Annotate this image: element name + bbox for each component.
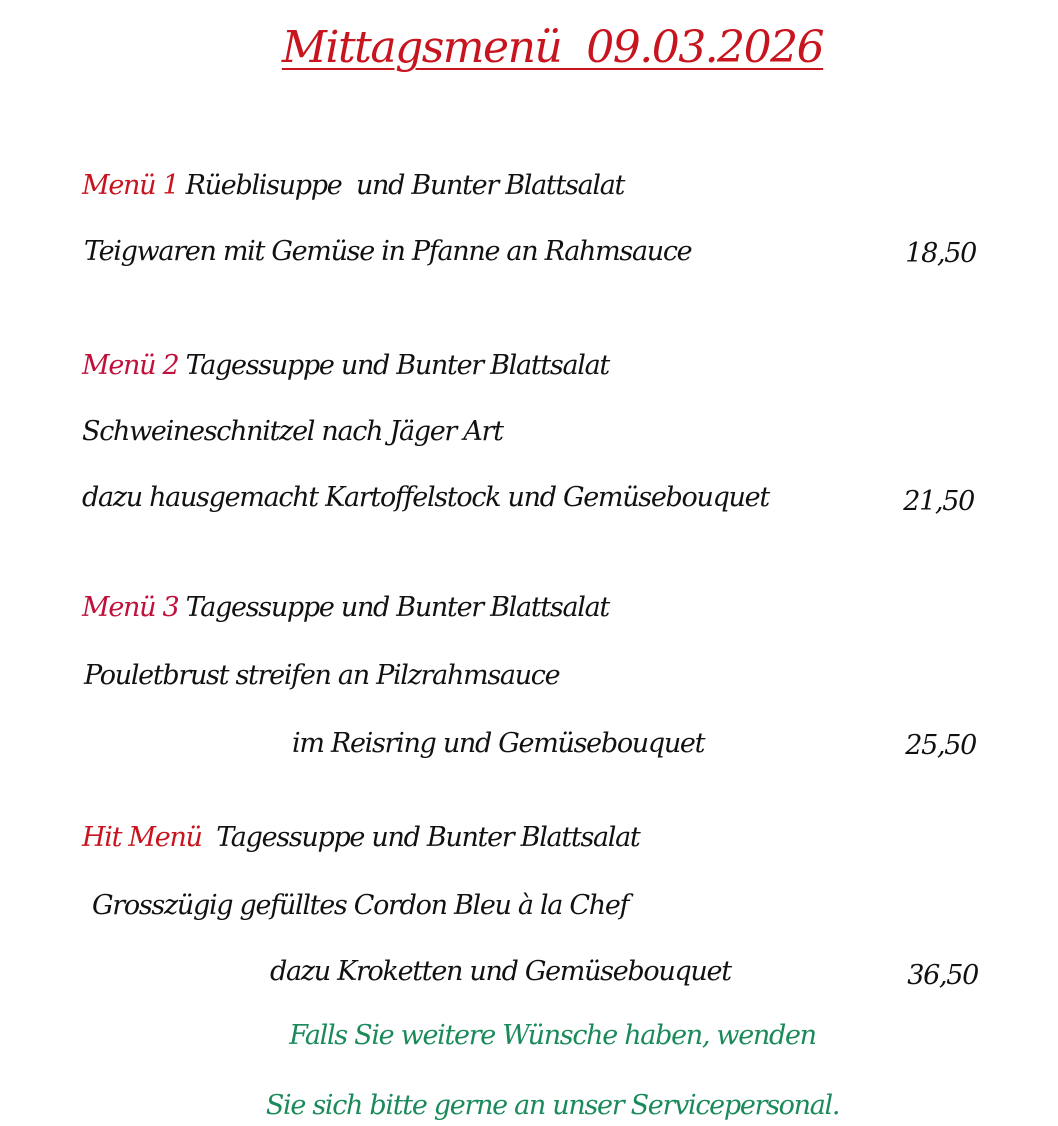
- menu-3-price: 25,50: [905, 730, 976, 761]
- hit-menu-side-dish: dazu Kroketten und Gemüsebouquet: [270, 956, 731, 987]
- menu-2-price: 21,50: [903, 486, 974, 517]
- hit-menu-label: Hit Menü: [82, 822, 202, 853]
- menu-1-starter: Rüeblisuppe und Bunter Blattsalat: [178, 170, 625, 201]
- menu-1-label: Menü 1: [82, 170, 179, 201]
- menu-1-main-dish: Teigwaren mit Gemüse in Pfanne an Rahmsauce: [84, 236, 692, 267]
- menu-1-header: [82, 172, 624, 199]
- menu-2-label: Menü 2: [82, 350, 179, 381]
- hit-menu-main-dish: Grosszügig gefülltes Cordon Bleu à la Chef: [92, 890, 629, 921]
- menu-3-label: Menü 3: [82, 592, 179, 623]
- menu-1-price: 18,50: [905, 238, 976, 269]
- menu-2-side-dish: dazu hausgemacht Kartoffelstock und Gemüsebouquet: [82, 482, 769, 513]
- footer-note-line-2: Sie sich bitte gerne an unser Servicepersonal.: [265, 1090, 840, 1121]
- menu-2-starter: Tagessuppe und Bunter Blattsalat: [178, 350, 609, 381]
- hit-menu-price: 36,50: [907, 960, 978, 991]
- menu-2-main-dish: Schweineschnitzel nach Jäger Art: [82, 416, 503, 447]
- hit-menu-starter: Tagessuppe und Bunter Blattsalat: [201, 822, 640, 853]
- footer-note-line-1: Falls Sie weitere Wünsche haben, wenden: [289, 1020, 816, 1051]
- menu-3-side-dish: im Reisring und Gemüsebouquet: [292, 728, 705, 759]
- menu-2-header: [82, 352, 609, 379]
- menu-title: Mittagsmenü 09.03.2026: [281, 22, 824, 73]
- menu-3-main-dish: Pouletbrust streifen an Pilzrahmsauce: [84, 660, 560, 691]
- hit-menu-header: [82, 824, 639, 851]
- menu-3-starter: Tagessuppe und Bunter Blattsalat: [178, 592, 609, 623]
- menu-3-header: [82, 594, 609, 621]
